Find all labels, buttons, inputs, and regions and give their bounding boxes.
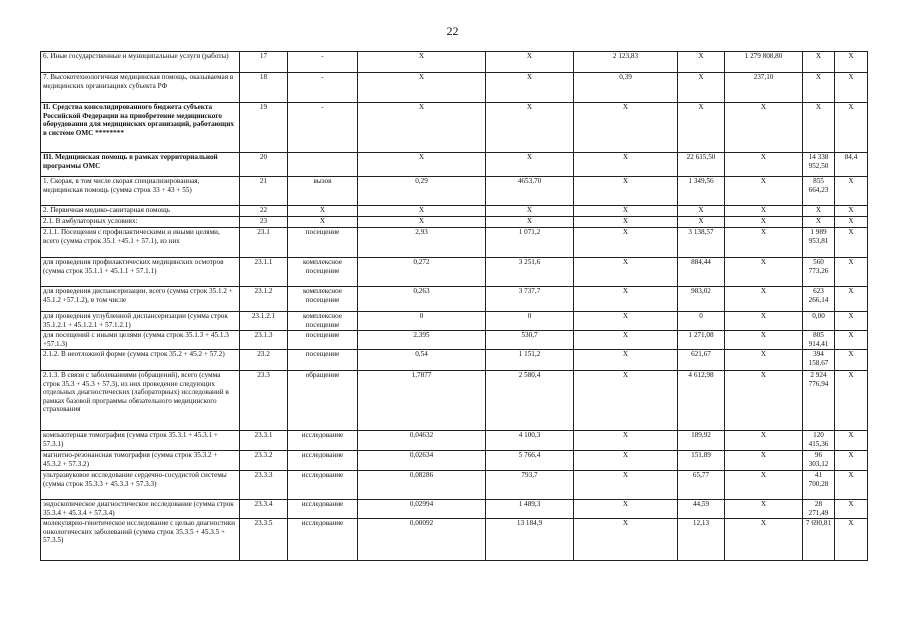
cell-volume-norm: 2,93 [358,228,486,258]
cell-per-capita-budget: X [574,500,678,519]
cell-volume-norm: X [358,103,486,153]
cell-row-number: 23.3.3 [240,471,288,500]
cell-per-capita-oms: X [678,52,725,73]
cell-per-capita-oms: 1 271,08 [678,331,725,350]
cell-volume-norm: 0,02994 [358,500,486,519]
cell-unit: комплексное посещение [288,312,358,331]
cell-volume-norm: 0,263 [358,287,486,312]
cell-row-number: 23.1.2 [240,287,288,312]
cell-row-number: 18 [240,73,288,103]
cell-cost-oms: X [803,73,835,103]
cell-share-percent: X [835,519,868,561]
cell-cost-oms: 560 773,26 [803,258,835,287]
cell-cost-budget: X [725,371,803,431]
cell-row-label: 7. Высокотехнологичная медицинская помощь, оказываемая в медицинских организациях субъекта РФ [41,73,240,103]
cell-per-capita-oms: 0 [678,312,725,331]
cell-row-number: 23.1.1 [240,258,288,287]
cell-unit: X [288,217,358,228]
cell-volume-norm: X [358,153,486,177]
cell-unit: - [288,73,358,103]
cell-row-label: для проведения углубленной диспансеризации (сумма строк 35.1.2.1 + 45.1.2.1 + 57.1.2.1) [41,312,240,331]
cell-unit: - [288,52,358,73]
cell-row-label: 2.1.1. Посещения с профилактическими и иными целями, всего (сумма строк 35.1 +45.1 + 57.1), из них [41,228,240,258]
cell-unit: исследование [288,500,358,519]
cell-cost-oms: 120 415,36 [803,431,835,451]
cell-cost-budget: X [725,431,803,451]
cell-row-label: 2.1.2. В неотложной форме (сумма строк 35.2 + 45.2 + 57.2) [41,350,240,371]
cell-cost-norm: X [486,103,574,153]
cell-unit: посещение [288,331,358,350]
cell-per-capita-oms: 1 349,56 [678,177,725,206]
cell-cost-budget: X [725,177,803,206]
cell-cost-norm: 13 184,9 [486,519,574,561]
table-row [41,206,868,217]
table-row [41,312,868,331]
cell-cost-oms: X [803,206,835,217]
cell-per-capita-oms: 44,59 [678,500,725,519]
data-table [40,51,868,561]
cell-cost-budget: X [725,331,803,350]
cell-volume-norm: 0,02634 [358,451,486,471]
cell-share-percent: X [835,471,868,500]
cell-row-number: 19 [240,103,288,153]
cell-cost-budget: X [725,500,803,519]
cell-unit: комплексное посещение [288,258,358,287]
cell-cost-oms: 1 989 953,81 [803,228,835,258]
table-row [41,287,868,312]
cell-per-capita-budget: X [574,350,678,371]
cell-cost-oms: 2 924 776,94 [803,371,835,431]
cell-per-capita-budget: X [574,228,678,258]
cell-per-capita-oms: 983,02 [678,287,725,312]
cell-cost-norm: 5 766,4 [486,451,574,471]
cell-cost-norm: 530,7 [486,331,574,350]
table-row [41,103,868,153]
cell-per-capita-budget: X [574,312,678,331]
cell-per-capita-oms: X [678,73,725,103]
cell-per-capita-oms: 12,13 [678,519,725,561]
cell-unit: вызов [288,177,358,206]
cell-row-number: 23.3.4 [240,500,288,519]
cell-unit: исследование [288,471,358,500]
table-row [41,331,868,350]
cell-per-capita-budget: 0,39 [574,73,678,103]
cell-share-percent: X [835,331,868,350]
cell-share-percent: X [835,287,868,312]
table-row [41,73,868,103]
cell-unit: обращение [288,371,358,431]
cell-row-number: 23.3 [240,371,288,431]
cell-per-capita-oms: 151,89 [678,451,725,471]
cell-per-capita-budget: X [574,206,678,217]
cell-volume-norm: 1,7877 [358,371,486,431]
cell-row-number: 23.3.5 [240,519,288,561]
cell-unit [288,153,358,177]
cell-cost-oms: 14 338 952,50 [803,153,835,177]
cell-share-percent: X [835,206,868,217]
cell-per-capita-budget: X [574,103,678,153]
cell-cost-norm: 1 489,3 [486,500,574,519]
cell-cost-norm: 3 251,6 [486,258,574,287]
cell-per-capita-oms: 189,92 [678,431,725,451]
cell-row-label: молекулярно-генетическое исследование с целью диагностики онкологических заболеваний (сумма строк 35.3.5 + 45.3.5 + 57.3.5) [41,519,240,561]
cell-cost-norm: 793,7 [486,471,574,500]
cell-cost-budget: X [725,153,803,177]
cell-cost-norm: 0 [486,312,574,331]
cell-share-percent: X [835,431,868,451]
cell-cost-oms: 96 303,12 [803,451,835,471]
cell-cost-oms: X [803,217,835,228]
cell-per-capita-budget: X [574,431,678,451]
cell-row-number: 21 [240,177,288,206]
cell-volume-norm: X [358,73,486,103]
cell-cost-norm: X [486,153,574,177]
cell-unit: X [288,206,358,217]
cell-cost-budget: X [725,287,803,312]
cell-per-capita-oms: X [678,217,725,228]
cell-row-number: 23.3.1 [240,431,288,451]
cell-cost-budget: X [725,217,803,228]
cell-row-label: для посещений с иными целями (сумма строк 35.1.3 + 45.1.3 +57.1.3) [41,331,240,350]
cell-volume-norm: 0,272 [358,258,486,287]
cell-volume-norm: X [358,52,486,73]
cell-per-capita-budget: X [574,258,678,287]
cell-per-capita-oms: 621,67 [678,350,725,371]
cell-volume-norm: 0 [358,312,486,331]
cell-cost-oms: 805 914,41 [803,331,835,350]
cell-per-capita-budget: X [574,519,678,561]
table-row [41,371,868,431]
cell-row-number: 23.2 [240,350,288,371]
cell-cost-norm: 4653,70 [486,177,574,206]
cell-share-percent: X [835,371,868,431]
cell-unit: посещение [288,228,358,258]
cell-per-capita-oms: 22 615,50 [678,153,725,177]
cell-per-capita-budget: X [574,371,678,431]
cell-cost-budget: X [725,206,803,217]
cell-per-capita-oms: X [678,103,725,153]
cell-cost-budget: X [725,103,803,153]
cell-cost-norm: 4 100,3 [486,431,574,451]
cell-volume-norm: 0,08286 [358,471,486,500]
cell-row-number: 23.1.3 [240,331,288,350]
cell-cost-budget: 1 279 808,80 [725,52,803,73]
cell-cost-oms: 623 266,14 [803,287,835,312]
cell-cost-norm: 2 580,4 [486,371,574,431]
cell-row-label: для проведения диспансеризации, всего (сумма строк 35.1.2 + 45.1.2 +57.1.2), в том числе [41,287,240,312]
cell-cost-norm: X [486,52,574,73]
cell-volume-norm: 0,29 [358,177,486,206]
cell-cost-budget: 237,10 [725,73,803,103]
cell-volume-norm: 0,00092 [358,519,486,561]
cell-cost-budget: X [725,471,803,500]
cell-row-number: 23 [240,217,288,228]
cell-per-capita-oms: 884,44 [678,258,725,287]
cell-cost-oms: 855 664,23 [803,177,835,206]
cell-per-capita-oms: 65,77 [678,471,725,500]
cell-cost-budget: X [725,451,803,471]
cell-row-number: 23.1 [240,228,288,258]
cell-cost-oms: 41 700,28 [803,471,835,500]
cell-unit: исследование [288,431,358,451]
cell-cost-norm: X [486,73,574,103]
cell-row-label: для проведения профилактических медицинских осмотров (сумма строк 35.1.1 + 45.1.1 + 57.1.1) [41,258,240,287]
cell-share-percent: X [835,258,868,287]
cell-share-percent: X [835,350,868,371]
cell-row-label: магнитно-резонансная томография (сумма строк 35.3.2 + 45.3.2 + 57.3.2) [41,451,240,471]
cell-per-capita-budget: X [574,471,678,500]
cell-row-label: III. Медицинская помощь в рамках территориальной программы ОМС [41,153,240,177]
cell-row-number: 20 [240,153,288,177]
cell-share-percent: X [835,451,868,471]
cell-per-capita-budget: X [574,331,678,350]
cell-share-percent: X [835,103,868,153]
cell-unit: исследование [288,519,358,561]
table-row [41,451,868,471]
cell-per-capita-budget: X [574,287,678,312]
cell-share-percent: X [835,228,868,258]
cell-cost-norm: X [486,217,574,228]
cell-cost-oms: X [803,103,835,153]
table-row [41,153,868,177]
cell-cost-budget: X [725,258,803,287]
cell-per-capita-oms: 3 138,57 [678,228,725,258]
cell-share-percent: X [835,217,868,228]
cell-unit: комплексное посещение [288,287,358,312]
cell-cost-oms: 28 271,49 [803,500,835,519]
cell-volume-norm: X [358,217,486,228]
cell-cost-budget: X [725,350,803,371]
cell-cost-norm: 3 737,7 [486,287,574,312]
cell-row-label: 2. Первичная медико-санитарная помощь [41,206,240,217]
cell-row-label: 2.1.3. В связи с заболеваниями (обращений), всего (сумма строк 35.3 + 45.3 + 57.3), из них проведение следующих отдельных диагностических (лабораторных) исследований в рамках базовой программы обязательного медицинского страхования [41,371,240,431]
cell-row-label: 1. Скорая, в том числе скорая специализированная, медицинская помощь (сумма строк 33 + 43 + 55) [41,177,240,206]
cell-per-capita-budget: X [574,177,678,206]
table-row [41,228,868,258]
cell-share-percent: 84,4 [835,153,868,177]
cell-cost-norm: 1 071,2 [486,228,574,258]
cell-unit: исследование [288,451,358,471]
cell-cost-budget: X [725,312,803,331]
page-number: 22 [446,24,459,38]
table-row [41,52,868,73]
cell-row-label: II. Средства консолидированного бюджета субъекта Российской Федерации на приобретение медицинского оборудования для медицинских организаций, работающих в системе ОМС ******** [41,103,240,153]
cell-row-label: эндоскопическое диагностическое исследование (сумма строк 35.3.4 + 45.3.4 + 57.3.4) [41,500,240,519]
table-row [41,519,868,561]
cell-cost-norm: X [486,206,574,217]
cell-volume-norm: 2,395 [358,331,486,350]
cell-volume-norm: 0,04632 [358,431,486,451]
cell-row-number: 23.1.2.1 [240,312,288,331]
cell-share-percent: X [835,177,868,206]
table-row [41,217,868,228]
cell-share-percent: X [835,500,868,519]
cell-unit: посещение [288,350,358,371]
cell-cost-oms: X [803,52,835,73]
cell-row-number: 23.3.2 [240,451,288,471]
cell-row-number: 17 [240,52,288,73]
cell-cost-oms: 0,00 [803,312,835,331]
cell-per-capita-budget: X [574,153,678,177]
table-row [41,431,868,451]
cell-row-label: ультразвуковое исследование сердечно-сосудистой системы (сумма строк 35.3.3 + 45.3.3 + 57.3.3) [41,471,240,500]
cell-cost-oms: 394 158,67 [803,350,835,371]
cell-row-number: 22 [240,206,288,217]
table-body [41,52,868,561]
cell-per-capita-oms: X [678,206,725,217]
table-row [41,500,868,519]
table-row [41,350,868,371]
cell-share-percent: X [835,52,868,73]
table-row [41,258,868,287]
cell-row-label: 2.1. В амбулаторных условиях: [41,217,240,228]
cell-unit: - [288,103,358,153]
cell-per-capita-budget: 2 123,83 [574,52,678,73]
cell-share-percent: X [835,73,868,103]
cell-per-capita-oms: 4 612,98 [678,371,725,431]
cell-per-capita-budget: X [574,217,678,228]
cell-row-label: компьютерная томография (сумма строк 35.3.1 + 45.3.1 + 57.3.1) [41,431,240,451]
table-row [41,471,868,500]
table-row [41,177,868,206]
cell-share-percent: X [835,312,868,331]
cell-cost-budget: X [725,228,803,258]
cell-cost-norm: 1 151,2 [486,350,574,371]
cell-row-label: 6. Иные государственные и муниципальные услуги (работы) [41,52,240,73]
cell-per-capita-budget: X [574,451,678,471]
cell-volume-norm: 0,54 [358,350,486,371]
cell-cost-budget: X [725,519,803,561]
cell-volume-norm: X [358,206,486,217]
cell-cost-oms: 7 690,81 [803,519,835,561]
